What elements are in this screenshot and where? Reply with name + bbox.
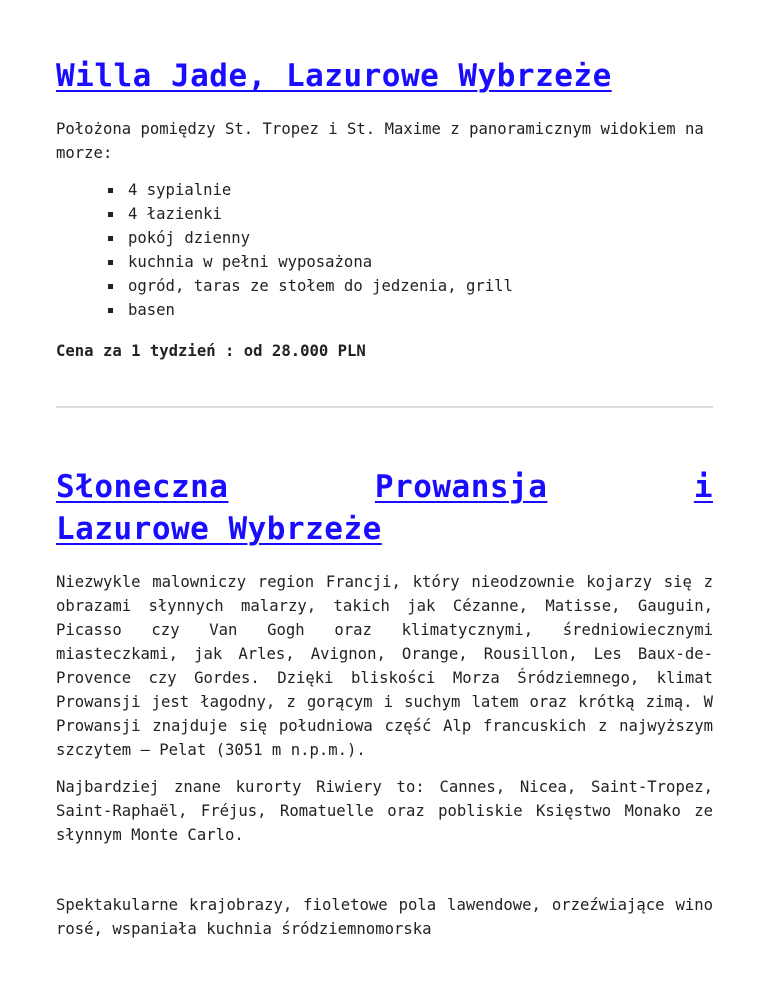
list-item: basen — [128, 298, 513, 322]
list-item: ogród, taras ze stołem do jedzenia, grill — [128, 274, 513, 298]
article-paragraph-2: Najbardziej znane kurorty Riwiery to: Cannes, Nicea, Saint-Tropez, Saint-Raphaël, Fréjus, Romatuelle oraz pobliskie Księstwo Monako ze słynnym Monte Carlo. — [56, 778, 713, 844]
post-title-link-willa-jade[interactable]: Willa Jade, Lazurowe Wybrzeże — [56, 58, 612, 94]
price-text: Cena za 1 tydzień : od 28.000 PLN — [56, 342, 366, 360]
article-paragraph-3: Spektakularne krajobrazy, fioletowe pola lawendowe, orzeźwiające wino rosé, wspaniała kuchnia śródziemnomorska — [56, 896, 713, 938]
post-title-link-word-1[interactable]: Słoneczna — [56, 469, 229, 505]
list-item: 4 sypialnie — [128, 178, 513, 202]
article-paragraph-1: Niezwykle malowniczy region Francji, który nieodzownie kojarzy się z obrazami słynnych malarzy, takich jak Cézanne, Matisse, Gauguin, Picasso czy Van Gogh oraz klimatycznymi, średniowiecznymi miasteczkami, jak Arles, Avignon, Orange, Rousillon, Les Baux-de-Provence czy Gordes. Dzięki bliskości Morza Śródziemnego, klimat Prowansji jest łagodny, z gorącym i suchym latem oraz krótką zimą. W Prowansji znajduje się południowa część Alp francuskich z najwyższym szczytem – Pelat (3051 m n.p.m.). — [56, 573, 713, 759]
list-item: 4 łazienki — [128, 202, 513, 226]
post-title-willa-jade — [56, 55, 612, 97]
post-title-line-2 — [56, 508, 713, 550]
post-title-link-line-2[interactable]: Lazurowe Wybrzeże — [56, 511, 382, 547]
post-separator — [56, 406, 713, 408]
list-item: pokój dzienny — [128, 226, 513, 250]
post-title-link-word-3[interactable]: i — [693, 469, 713, 505]
post-title-line-1 — [56, 466, 713, 508]
post-intro: Położona pomiędzy St. Tropez i St. Maxime z panoramicznym widokiem na morze: — [56, 120, 704, 162]
list-item: kuchnia w pełni wyposażona — [128, 250, 513, 274]
post-title-link-word-2[interactable]: Prowansja — [374, 469, 548, 505]
post-title-prowansja — [56, 466, 713, 550]
feature-list — [56, 178, 513, 322]
